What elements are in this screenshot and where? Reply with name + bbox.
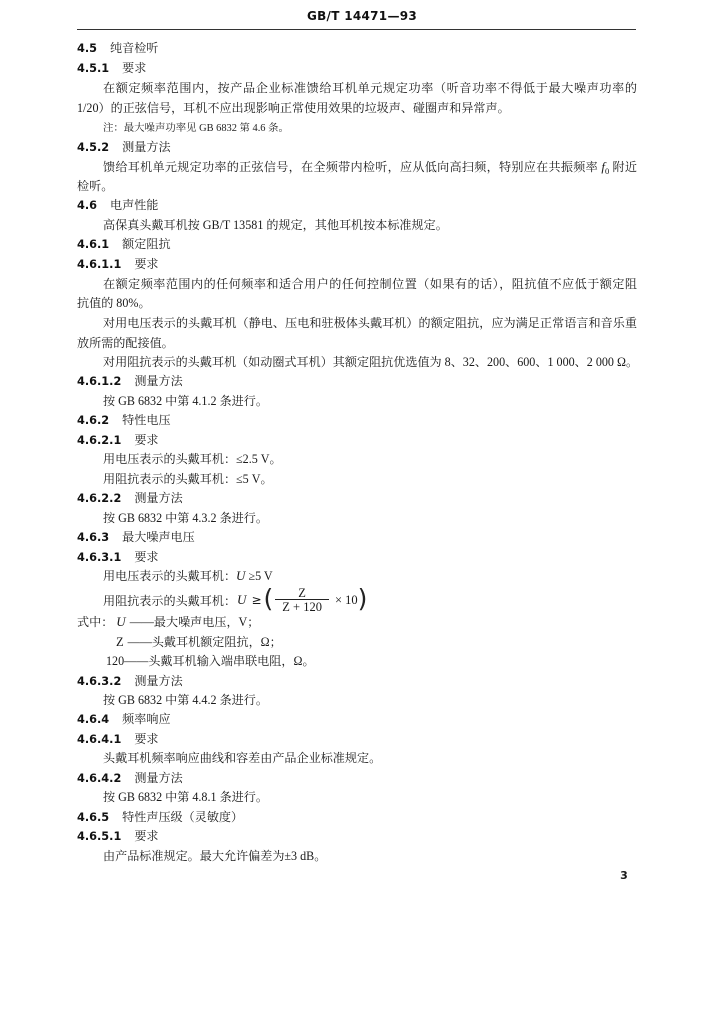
- variable-u: U: [237, 592, 247, 607]
- clause-heading-4-5-2: [77, 137, 171, 157]
- clause-title: 要求: [122, 61, 147, 75]
- clause-heading-4-6-2: [77, 410, 171, 430]
- requirement-line: 用阻抗表示的头戴耳机：≤5 V。: [103, 472, 273, 486]
- clause-title: 测量方法: [134, 491, 183, 505]
- where-description: ——头戴耳机输入端串联电阻，Ω。: [124, 654, 315, 668]
- clause-number: 4.6.1: [77, 238, 110, 251]
- paragraph-text: 附近: [612, 160, 637, 174]
- clause-heading-4-6-5: [77, 807, 243, 827]
- clause-heading-4-6-2-2: [77, 488, 183, 508]
- clause-title: 要求: [134, 433, 159, 447]
- where-symbol: U: [116, 614, 126, 629]
- symbol-f: f: [601, 159, 605, 174]
- paragraph-line: 按 GB 6832 中第 4.8.1 条进行。: [103, 790, 268, 804]
- formula-multiplier: × 10: [334, 592, 358, 607]
- paragraph-line: 对用阻抗表示的头戴耳机（如动圈式耳机）其额定阻抗优选值为 8、32、200、600、1 000、2 000 Ω。: [103, 355, 639, 369]
- paragraph-line: 1/20）的正弦信号，耳机不应出现影响正常使用效果的垃圾声、碰圈声和异常声。: [77, 101, 510, 115]
- where-clause-row: [106, 651, 315, 671]
- clause-number: 4.6.4.1: [77, 733, 122, 746]
- clause-number: 4.5: [77, 42, 98, 55]
- requirement-line: 用电压表示的头戴耳机：≤2.5 V。: [103, 452, 282, 466]
- paragraph-line: 对用电压表示的头戴耳机（静电、压电和驻极体头戴耳机）的额定阻抗，应为满足正常语言和音乐重: [103, 316, 637, 330]
- clause-heading-4-6: [77, 195, 158, 215]
- where-symbol: Z: [116, 635, 124, 649]
- clause-title: 额定阻抗: [122, 237, 171, 251]
- clause-title: 特性电压: [122, 413, 171, 427]
- where-description: ——最大噪声电压，V；: [129, 615, 260, 629]
- clause-heading-4-6-1: [77, 234, 171, 254]
- clause-title: 最大噪声电压: [122, 530, 195, 544]
- clause-heading-4-6-2-1: [77, 430, 159, 450]
- formula-lead: 用阻抗表示的头戴耳机：: [103, 593, 237, 608]
- clause-heading-4-6-4-1: [77, 729, 159, 749]
- clause-number: 4.6.2.1: [77, 434, 122, 447]
- symbol-subscript: 0: [604, 166, 610, 176]
- clause-heading-4-5-1: [77, 58, 146, 78]
- clause-heading-4-6-3-2: [77, 671, 183, 691]
- paragraph-line: 在额定频率范围内，按产品企业标准馈给耳机单元规定功率（听音功率不得低于最大噪声功率的: [103, 81, 637, 95]
- paragraph-line: 头戴耳机频率响应曲线和容差由产品企业标准规定。: [103, 751, 382, 765]
- where-symbol: 120: [106, 654, 125, 668]
- open-parenthesis: (: [263, 584, 274, 613]
- clause-heading-4-6-1-1: [77, 254, 159, 274]
- where-clause-row: [77, 612, 259, 632]
- paragraph-line: 抗值的 80%。: [77, 296, 151, 310]
- paragraph-text: 馈给耳机单元规定功率的正弦信号，在全频带内检听，应从低向高扫频，特别应在共振频率: [103, 160, 599, 174]
- clause-number: 4.6.1.2: [77, 375, 122, 388]
- clause-number: 4.6.3.2: [77, 675, 122, 688]
- clause-title: 要求: [134, 550, 159, 564]
- variable-u: U: [236, 568, 246, 583]
- where-description: ——头戴耳机额定阻抗，Ω；: [127, 635, 282, 649]
- standard-code-header: GB/T 14471—93: [306, 9, 418, 23]
- clause-title: 要求: [134, 829, 159, 843]
- clause-number: 4.6.2: [77, 414, 110, 427]
- clause-heading-4-6-4-2: [77, 768, 183, 788]
- paragraph-line: 由产品标准规定。最大允许偏差为±3 dB。: [103, 849, 327, 863]
- fraction-denominator: Z + 120: [282, 599, 322, 614]
- fraction-numerator: Z: [298, 585, 306, 600]
- clause-heading-4-6-3: [77, 527, 195, 547]
- clause-number: 4.6.5: [77, 811, 110, 824]
- clause-title: 要求: [134, 257, 159, 271]
- clause-title: 测量方法: [122, 140, 171, 154]
- clause-heading-4-6-1-2: [77, 371, 183, 391]
- relation-sign: ≥: [251, 593, 262, 607]
- paragraph-line: 检听。: [77, 179, 114, 193]
- paragraph-line: 按 GB 6832 中第 4.1.2 条进行。: [103, 394, 268, 408]
- requirement-lead: 用电压表示的头戴耳机：: [103, 569, 237, 583]
- clause-number: 4.6.1.1: [77, 258, 122, 271]
- header-rule: [77, 29, 636, 30]
- fraction: [275, 587, 329, 614]
- clause-number: 4.6: [77, 199, 98, 212]
- clause-number: 4.6.3: [77, 531, 110, 544]
- clause-heading-4-6-4: [77, 709, 171, 729]
- paragraph-line: 高保真头戴耳机按 GB/T 13581 的规定，其他耳机按本标准规定。: [103, 218, 448, 232]
- clause-title: 纯音检听: [110, 41, 159, 55]
- clause-title: 电声性能: [110, 198, 159, 212]
- paragraph-line: [103, 157, 637, 177]
- clause-number: 4.6.4.2: [77, 772, 122, 785]
- clause-title: 要求: [134, 732, 159, 746]
- max-noise-voltage-formula: [103, 586, 367, 614]
- paragraph-line: 在额定频率范围内的任何频率和适合用户的任何控制位置（如果有的话），阻抗值不应低于额定阻: [103, 277, 637, 291]
- clause-number: 4.6.4: [77, 713, 110, 726]
- clause-title: 频率响应: [122, 712, 171, 726]
- clause-heading-4-5: [77, 38, 158, 58]
- clause-heading-4-6-5-1: [77, 826, 159, 846]
- paragraph-line: 放所需的配接值。: [77, 336, 174, 350]
- close-parenthesis: ): [357, 584, 368, 613]
- clause-title: 测量方法: [134, 674, 183, 688]
- clause-number: 4.6.5.1: [77, 830, 122, 843]
- clause-note: 注：最大噪声功率见 GB 6832 第 4.6 条。: [103, 123, 289, 134]
- where-clause-row: [116, 632, 282, 652]
- paragraph-line: 按 GB 6832 中第 4.4.2 条进行。: [103, 693, 268, 707]
- clause-number: 4.5.2: [77, 141, 110, 154]
- paragraph-line: 按 GB 6832 中第 4.3.2 条进行。: [103, 511, 268, 525]
- clause-title: 测量方法: [134, 374, 183, 388]
- clause-number: 4.6.2.2: [77, 492, 122, 505]
- clause-number: 4.6.3.1: [77, 551, 122, 564]
- page-number: 3: [620, 869, 628, 882]
- clause-heading-4-6-3-1: [77, 547, 159, 567]
- where-intro: 式中：: [77, 615, 114, 629]
- requirement-value: ≥5 V: [248, 569, 273, 583]
- voltage-requirement-line: [103, 566, 273, 586]
- resonance-frequency-symbol: [601, 160, 609, 174]
- clause-title: 测量方法: [134, 771, 183, 785]
- clause-number: 4.5.1: [77, 62, 110, 75]
- clause-title: 特性声压级（灵敏度）: [122, 810, 244, 824]
